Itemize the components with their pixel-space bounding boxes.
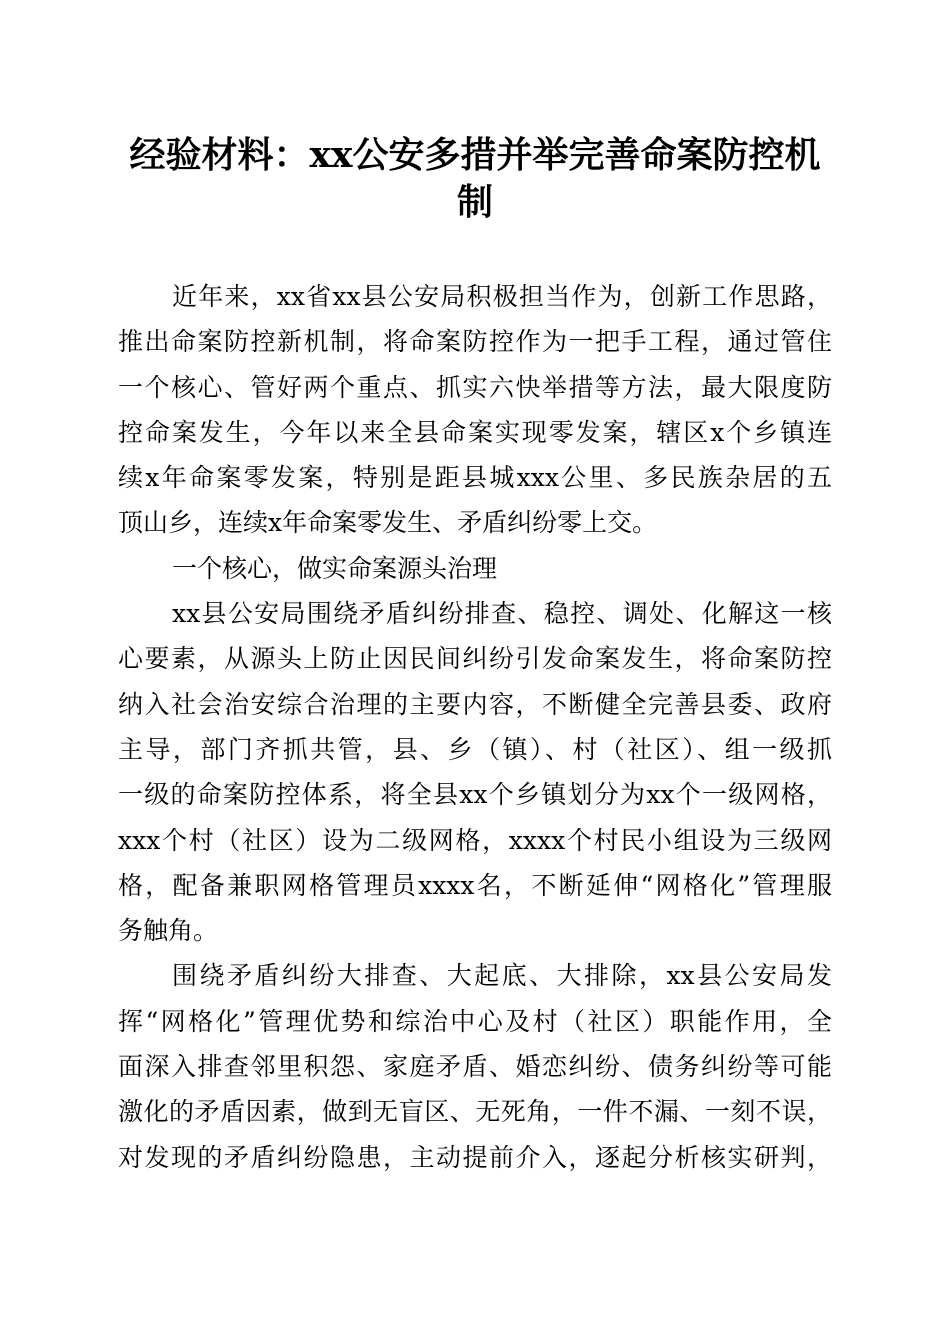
- text-line: 控命案发生，今年以来全县命案实现零发案，辖区x个乡镇连: [118, 417, 832, 447]
- text-line: 面深入排查邻里积怨、家庭矛盾、婚恋纠纷、债务纠纷等可能: [118, 1052, 832, 1082]
- document-body: [118, 274, 832, 1180]
- text-line: 主导，部门齐抓共管，县、乡（镇）、村（社区）、组一级抓: [118, 734, 832, 764]
- title-line: 制: [456, 181, 493, 223]
- text-line: 一级的命案防控体系，将全县xx个乡镇划分为xx个一级网格，: [118, 780, 832, 810]
- text-line: 格，配备兼职网格管理员xxxx名，不断延伸“网格化”管理服: [118, 870, 832, 900]
- text-line: 近年来，xx省xx县公安局积极担当作为，创新工作思路，: [172, 282, 832, 311]
- text-line: 务触角。: [118, 916, 219, 946]
- text-line: 续x年命案零发案，特别是距县城xxx公里、多民族杂居的五: [118, 463, 832, 493]
- document-title: [110, 132, 840, 226]
- text-line: 一个核心，做实命案源头治理: [172, 553, 498, 583]
- text-line: 一个核心、管好两个重点、抓实六快举措等方法，最大限度防: [118, 372, 832, 402]
- text-line: 推出命案防控新机制，将命案防控作为一把手工程，通过管住: [118, 327, 832, 357]
- text-line: 激化的矛盾因素，做到无盲区、无死角，一件不漏、一刻不误，: [118, 1097, 832, 1127]
- text-line: 纳入社会治安综合治理的主要内容，不断健全完善县委、政府: [118, 689, 832, 719]
- text-line: xx县公安局围绕矛盾纠纷排查、稳控、调处、化解这一核: [172, 599, 832, 629]
- paragraph: [118, 953, 832, 1179]
- text-line: 对发现的矛盾纠纷隐患，主动提前介入，逐起分析核实研判，: [118, 1142, 832, 1172]
- paragraph: [118, 546, 832, 591]
- paragraph: [118, 274, 832, 546]
- text-line: 顶山乡，连续x年命案零发生、矛盾纠纷零上交。: [118, 508, 658, 538]
- paragraph: [118, 591, 832, 953]
- text-line: xxx个村（社区）设为二级网格，xxxx个村民小组设为三级网: [118, 825, 832, 855]
- text-line: 挥“网格化”管理优势和综治中心及村（社区）职能作用，全: [118, 1006, 832, 1036]
- text-line: 围绕矛盾纠纷大排查、大起底、大排除，xx县公安局发: [172, 961, 832, 991]
- text-line: 心要素，从源头上防止因民间纠纷引发命案发生，将命案防控: [118, 644, 832, 674]
- title-line: 经验材料：xx公安多措并举完善命案防控机: [129, 134, 821, 176]
